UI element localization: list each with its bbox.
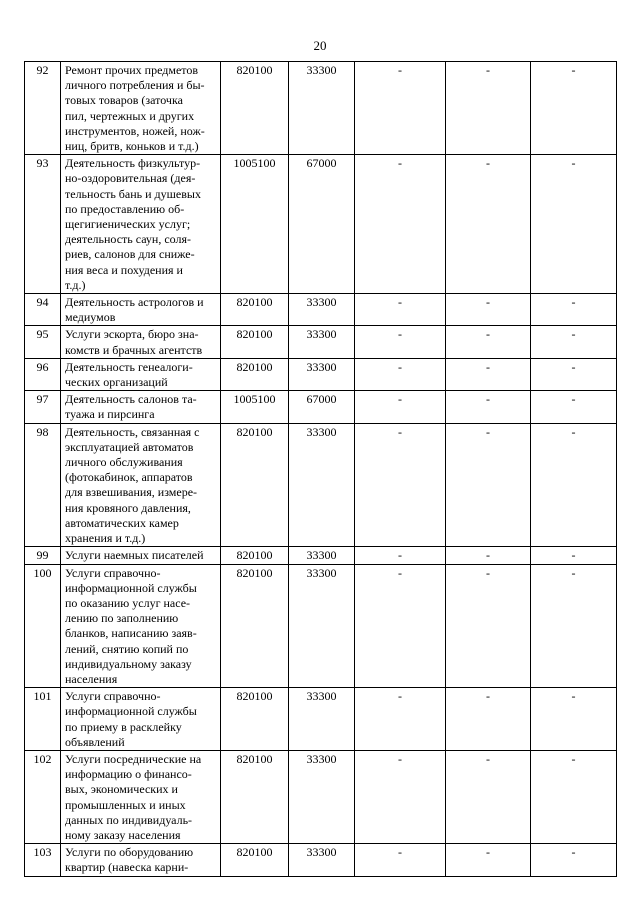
table-row (25, 564, 617, 688)
column-7-cell: - (531, 688, 617, 751)
column-6-cell: - (446, 155, 531, 294)
amount-value-cell: 33300 (289, 547, 355, 564)
activity-name-cell (61, 326, 221, 358)
activity-name-line: ния веса и похудения и (65, 262, 183, 277)
row-number-cell: 99 (25, 547, 61, 564)
amount-value-cell: 67000 (289, 155, 355, 294)
activity-name-line: туажа и пирсинга (65, 407, 155, 422)
activity-name-line: Услуги справочно- (65, 565, 161, 580)
column-7-cell: - (531, 391, 617, 423)
activity-name-cell (61, 750, 221, 843)
data-table (24, 61, 617, 877)
activity-name-line: ниц, бритв, коньков и т.д.) (65, 139, 199, 154)
activity-name-line: информацию о финансо- (65, 767, 192, 782)
column-5-cell: - (355, 294, 446, 326)
activity-name-line: лений, снятию копий по (65, 641, 189, 656)
activity-name-line: (фотокабинок, аппаратов (65, 470, 193, 485)
column-6-cell: - (446, 391, 531, 423)
column-6-cell: - (446, 423, 531, 547)
activity-name-line: по предоставлению об- (65, 201, 185, 216)
activity-name-line: Деятельность, связанная с (65, 424, 200, 439)
amount-value-cell: 33300 (289, 358, 355, 390)
code-value-cell: 1005100 (221, 155, 289, 294)
table-row (25, 423, 617, 547)
column-5-cell: - (355, 326, 446, 358)
activity-name-cell (61, 294, 221, 326)
column-5-cell: - (355, 62, 446, 155)
amount-value-cell: 33300 (289, 326, 355, 358)
code-value-cell: 820100 (221, 547, 289, 564)
amount-value-cell: 33300 (289, 294, 355, 326)
column-6-cell: - (446, 844, 531, 876)
activity-name-line: информационной службы (65, 704, 197, 719)
amount-value-cell: 33300 (289, 844, 355, 876)
activity-name-line: Деятельность салонов та- (65, 392, 197, 407)
activity-name-line: бланков, написанию заяв- (65, 626, 197, 641)
activity-name-cell (61, 547, 221, 564)
activity-name-line: тельность бань и душевых (65, 186, 201, 201)
activity-name-line: автоматических камер (65, 515, 179, 530)
amount-value-cell: 33300 (289, 688, 355, 751)
activity-name-line: ному заказу населения (65, 827, 181, 842)
column-7-cell: - (531, 423, 617, 547)
column-6-cell: - (446, 294, 531, 326)
activity-name-line: щегигиенических услуг; (65, 217, 191, 232)
column-5-cell: - (355, 547, 446, 564)
activity-name-line: Услуги эскорта, бюро зна- (65, 327, 199, 342)
column-7-cell: - (531, 547, 617, 564)
code-value-cell: 1005100 (221, 391, 289, 423)
row-number-cell: 95 (25, 326, 61, 358)
table-row (25, 326, 617, 358)
activity-name-line: Деятельность генеалоги- (65, 359, 193, 374)
column-5-cell: - (355, 391, 446, 423)
amount-value-cell: 33300 (289, 423, 355, 547)
column-5-cell: - (355, 750, 446, 843)
table-row (25, 358, 617, 390)
column-5-cell: - (355, 688, 446, 751)
activity-name-line: информационной службы (65, 580, 197, 595)
activity-name-line: Услуги по оборудованию (65, 845, 194, 860)
column-7-cell: - (531, 326, 617, 358)
activity-name-line: товых товаров (заточка (65, 93, 183, 108)
activity-name-line: промышленных и иных (65, 797, 186, 812)
activity-name-line: объявлений (65, 734, 125, 749)
row-number-cell: 101 (25, 688, 61, 751)
page-number: 20 (313, 38, 327, 53)
activity-name-cell (61, 391, 221, 423)
activity-name-line: Ремонт прочих предметов (65, 63, 199, 77)
activity-name-cell (61, 564, 221, 688)
column-7-cell: - (531, 294, 617, 326)
table-row (25, 391, 617, 423)
column-6-cell: - (446, 62, 531, 155)
column-6-cell: - (446, 547, 531, 564)
column-5-cell: - (355, 423, 446, 547)
code-value-cell: 820100 (221, 750, 289, 843)
column-6-cell: - (446, 750, 531, 843)
column-7-cell: - (531, 844, 617, 876)
amount-value-cell: 33300 (289, 564, 355, 688)
row-number-cell: 96 (25, 358, 61, 390)
activity-name-line: населения (65, 671, 118, 686)
activity-name-line: эксплуатацией автоматов (65, 439, 194, 454)
column-7-cell: - (531, 750, 617, 843)
row-number-cell: 94 (25, 294, 61, 326)
table-row (25, 688, 617, 751)
row-number-cell: 97 (25, 391, 61, 423)
activity-name-line: квартир (навеска карни- (65, 860, 189, 875)
row-number-cell: 102 (25, 750, 61, 843)
activity-name-line: по приему в расклейку (65, 719, 182, 734)
table-row (25, 844, 617, 876)
activity-name-line: по оказанию услуг насе- (65, 595, 191, 610)
activity-name-line: хранения и т.д.) (65, 531, 146, 546)
code-value-cell: 820100 (221, 423, 289, 547)
activity-name-line: Деятельность физкультур- (65, 156, 201, 171)
table-row (25, 155, 617, 294)
column-5-cell: - (355, 358, 446, 390)
activity-name-cell (61, 358, 221, 390)
activity-name-line: личного потребления и бы- (65, 78, 205, 93)
activity-name-line: инструментов, ножей, нож- (65, 123, 205, 138)
code-value-cell: 820100 (221, 564, 289, 688)
activity-name-line: деятельность саун, соля- (65, 232, 192, 247)
code-value-cell: 820100 (221, 294, 289, 326)
activity-name-line: данных по индивидуаль- (65, 812, 193, 827)
amount-value-cell: 67000 (289, 391, 355, 423)
activity-name-line: т.д.) (65, 277, 86, 292)
amount-value-cell: 33300 (289, 62, 355, 155)
column-7-cell: - (531, 155, 617, 294)
activity-name-line: пил, чертежных и других (65, 108, 195, 123)
activity-name-line: Услуги справочно- (65, 689, 161, 704)
activity-name-cell (61, 844, 221, 876)
row-number-cell: 93 (25, 155, 61, 294)
code-value-cell: 820100 (221, 326, 289, 358)
activity-name-line: медиумов (65, 310, 116, 325)
column-7-cell: - (531, 358, 617, 390)
row-number-cell: 100 (25, 564, 61, 688)
activity-name-line: Деятельность астрологов и (65, 295, 204, 310)
column-6-cell: - (446, 326, 531, 358)
activity-name-line: Услуги наемных писателей (65, 548, 204, 563)
row-number-cell: 103 (25, 844, 61, 876)
activity-name-line: ния кровяного давления, (65, 500, 191, 515)
activity-name-cell (61, 423, 221, 547)
activity-name-line: ческих организаций (65, 375, 168, 390)
activity-name-cell (61, 688, 221, 751)
activity-name-line: лению по заполнению (65, 611, 179, 626)
column-6-cell: - (446, 358, 531, 390)
table-body (25, 62, 617, 877)
column-7-cell: - (531, 564, 617, 688)
code-value-cell: 820100 (221, 844, 289, 876)
code-value-cell: 820100 (221, 688, 289, 751)
column-7-cell: - (531, 62, 617, 155)
table-row (25, 62, 617, 155)
activity-name-cell (61, 155, 221, 294)
activity-name-line: индивидуальному заказу (65, 656, 192, 671)
activity-name-line: для взвешивания, измере- (65, 485, 198, 500)
table-row (25, 294, 617, 326)
row-number-cell: 98 (25, 423, 61, 547)
row-number-cell: 92 (25, 62, 61, 155)
code-value-cell: 820100 (221, 358, 289, 390)
activity-name-line: личного обслуживания (65, 455, 183, 470)
column-5-cell: - (355, 155, 446, 294)
activity-name-line: вых, экономических и (65, 782, 178, 797)
column-5-cell: - (355, 564, 446, 688)
table-row (25, 547, 617, 564)
table-row (25, 750, 617, 843)
activity-name-line: риев, салонов для сниже- (65, 247, 195, 262)
column-5-cell: - (355, 844, 446, 876)
activity-name-cell (61, 62, 221, 155)
column-6-cell: - (446, 688, 531, 751)
column-6-cell: - (446, 564, 531, 688)
activity-name-line: Услуги посреднические на (65, 751, 202, 766)
activity-name-line: комств и брачных агентств (65, 342, 203, 357)
activity-name-line: но-оздоровительная (дея- (65, 171, 196, 186)
code-value-cell: 820100 (221, 62, 289, 155)
amount-value-cell: 33300 (289, 750, 355, 843)
